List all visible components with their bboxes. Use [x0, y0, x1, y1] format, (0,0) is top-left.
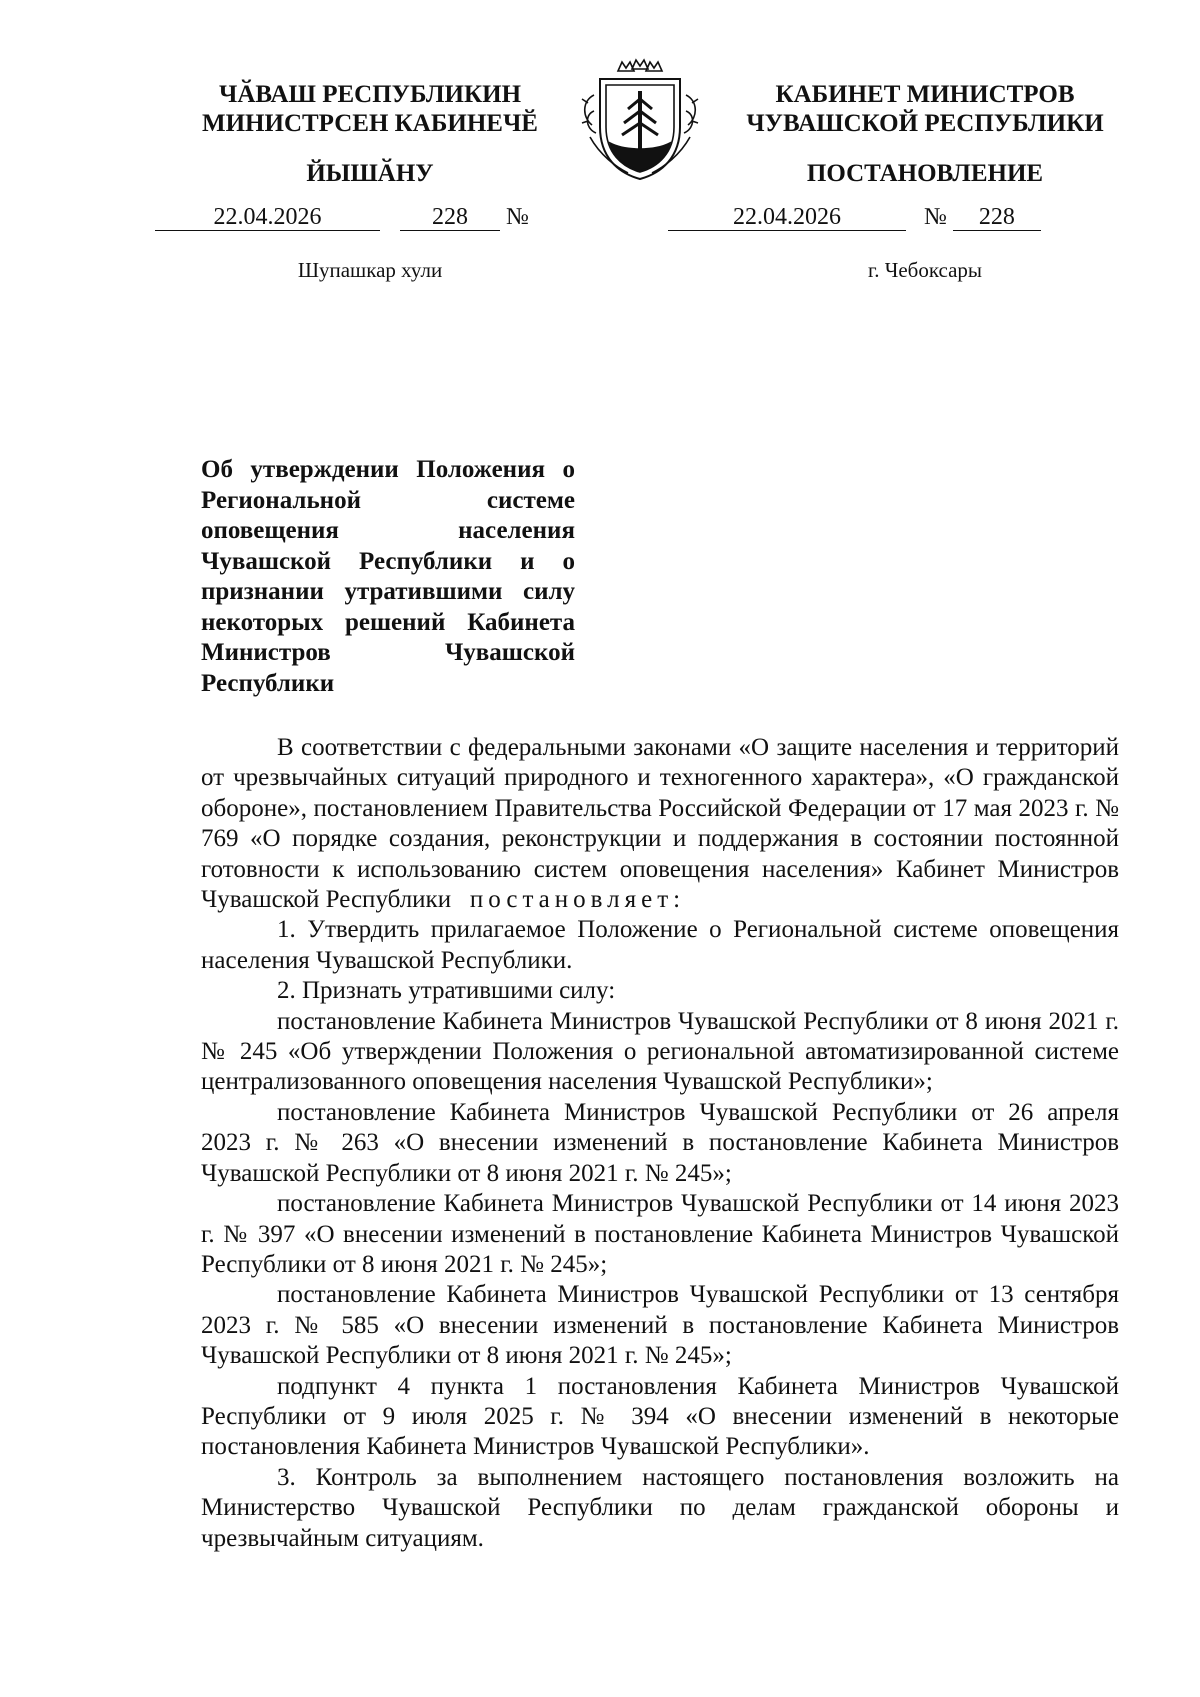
- header-left-doc-type: ЙЫШӐНУ: [306, 160, 434, 187]
- intro-paragraph: [201, 733, 1119, 915]
- header-right-line1: КАБИНЕТ МИНИСТРОВ: [775, 81, 1075, 108]
- right-number-sign: №: [924, 204, 947, 230]
- left-date-number-row: [155, 204, 529, 231]
- intro-text: В соответствии с федеральными законами «О защите населения и территорий от чрезвычайных ситуаций природного и техногенного характера», «О гражданской обороне», постановлением Правительства Российской Федерации от 17 мая 2023 г. № 769 «О порядке создания, реконструкции и поддержания в состоянии постоянной готовности к использованию систем оповещения населения» Кабинет Министров Чувашской Республики: [201, 734, 1119, 914]
- item-2-d: постановление Кабинета Министров Чувашской Республики от 13 сентября 2023 г. № 585 «О внесении изменений в постановление Кабинета Министров Чувашской Республики от 8 июня 2021 г. № 245»;: [201, 1281, 1119, 1370]
- header-right-doc-type: ПОСТАНОВЛЕНИЕ: [806, 160, 1044, 187]
- item-1: 1. Утвердить прилагаемое Положение о Региональной системе оповещения населения Чувашской Республики.: [201, 916, 1119, 974]
- header-left-org: [180, 80, 560, 138]
- item-3: 3. Контроль за выполнением настоящего постановления возложить на Министерство Чувашской Республики по делам гражданской обороны и чрезвычайным ситуациям.: [201, 1463, 1119, 1552]
- right-date: 22.04.2026: [668, 204, 906, 231]
- item-2-a: постановление Кабинета Министров Чувашской Республики от 8 июня 2021 г. № 245 «Об утверждении Положения о региональной автоматизированной системе централизованного оповещения населения Чувашской Республики»;: [201, 1007, 1119, 1096]
- document-title: Об утверждении Положения о Региональной системе оповещения населения Чувашской Республики и о признании утратившими силу некоторых решений Кабинета Министров Чувашской Республики: [201, 456, 575, 697]
- left-number-sign: №: [506, 204, 529, 230]
- item-2: 2. Признать утратившими силу:: [277, 977, 616, 1005]
- coat-of-arms-emblem: [570, 55, 710, 185]
- left-date: 22.04.2026: [155, 204, 380, 231]
- item-2-c: постановление Кабинета Министров Чувашской Республики от 14 июня 2023 г. № 397 «О внесении изменений в постановление Кабинета Министров Чувашской Республики от 8 июня 2021 г. № 245»;: [201, 1190, 1119, 1278]
- right-place: г. Чебоксары: [867, 258, 983, 282]
- document-body: [201, 733, 1119, 1554]
- item-2-e: подпункт 4 пункта 1 постановления Кабинета Министров Чувашской Республики от 9 июля 2025 г. № 394 «О внесении изменений в некоторые постановления Кабинета Министров Чувашской Республики».: [201, 1372, 1119, 1461]
- decree-word: постановляет:: [469, 886, 686, 914]
- right-number: 228: [953, 204, 1041, 231]
- left-place: Шупашкар хули: [297, 258, 443, 282]
- header-right-line2: ЧУВАШСКОЙ РЕСПУБЛИКИ: [746, 110, 1104, 137]
- item-2-b: постановление Кабинета Министров Чувашской Республики от 26 апреля 2023 г. № 263 «О внесении изменений в постановление Кабинета Министров Чувашской Республики от 8 июня 2021 г. № 245»;: [201, 1098, 1119, 1187]
- left-number: 228: [400, 204, 500, 231]
- right-date-number-row: [668, 204, 1041, 231]
- header-left-line1: ЧӐВАШ РЕСПУБЛИКИН: [218, 81, 522, 108]
- header-left-line2: МИНИСТРСЕН КАБИНЕЧӖ: [202, 110, 538, 137]
- header-right-org: [728, 80, 1122, 138]
